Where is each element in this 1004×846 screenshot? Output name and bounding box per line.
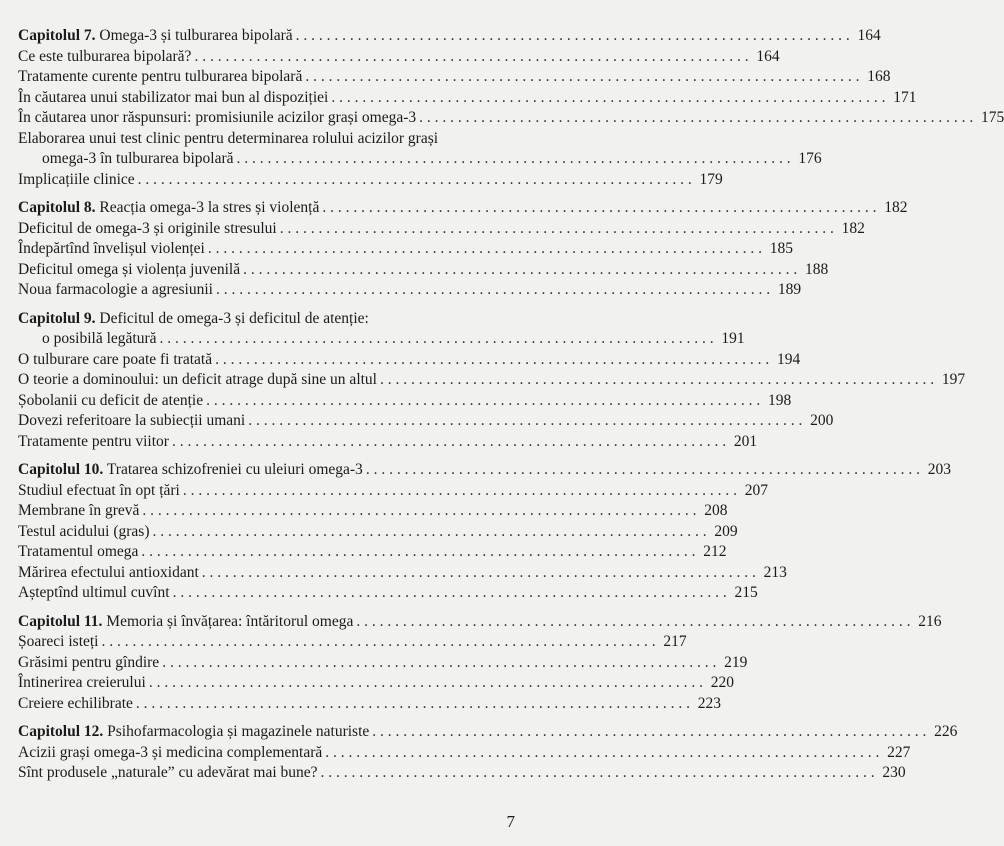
entry-title: Acizii grași omega-3 și medicina complementară	[18, 743, 323, 761]
chapter-heading	[18, 198, 908, 219]
dot-leader	[243, 260, 797, 281]
page-ref: 203	[927, 461, 951, 478]
chapter-title: Memoria și învățarea: întăritorul omega	[106, 612, 354, 630]
toc-entry	[18, 743, 911, 764]
toc-entry	[18, 149, 822, 170]
page-ref: 175	[981, 109, 1004, 126]
page-ref: 213	[763, 563, 787, 581]
dot-leader	[237, 149, 791, 170]
page-ref: 171	[893, 88, 917, 106]
chapter-8	[18, 198, 908, 301]
toc-entry	[18, 260, 829, 281]
dot-leader	[215, 350, 769, 371]
entry-title: Membrane în grevă	[18, 502, 140, 519]
dot-leader	[419, 108, 973, 129]
page-ref: 197	[941, 371, 966, 388]
page-ref: 189	[777, 281, 802, 298]
page-ref: 220	[710, 674, 734, 691]
entry-title: În căutarea unor răspunsuri: promisiunile acizilor grași omega-3	[18, 109, 417, 126]
page-ref: 198	[767, 391, 792, 409]
chapter-title: Omega-3 și tulburarea bipolară	[99, 27, 293, 44]
toc-entry	[18, 432, 758, 453]
chapter-label: Capitolul 11.	[18, 612, 103, 630]
toc-entry	[18, 542, 727, 563]
entry-title: Creiere echilibrate	[18, 694, 133, 712]
chapter-12	[18, 722, 958, 784]
dot-leader	[142, 501, 696, 522]
page-ref: 207	[744, 481, 768, 499]
entry-title-line1: Elaborarea unui test clinic pentru determinarea rolului acizilor grași	[18, 129, 439, 147]
dot-leader	[321, 763, 875, 784]
chapter-heading-line1	[18, 309, 518, 330]
dot-leader	[149, 673, 703, 694]
chapter-heading-line2	[18, 329, 745, 350]
chapter-9	[18, 309, 966, 453]
toc-entry	[18, 370, 966, 391]
chapter-title-line2: o posibilă legătură	[42, 330, 157, 347]
entry-title: Grăsimi pentru gîndire	[18, 653, 160, 671]
table-of-contents	[18, 26, 1004, 792]
dot-leader	[162, 653, 716, 674]
toc-entry	[18, 280, 802, 301]
dot-leader	[216, 280, 770, 301]
dot-leader	[356, 612, 910, 633]
entry-title: Mărirea efectului antioxidant	[18, 563, 199, 581]
entry-title: Implicațiile clinice	[18, 170, 135, 188]
entry-title: Întinerirea creierului	[18, 674, 146, 691]
dot-leader	[331, 88, 885, 109]
entry-title: O teorie a dominoului: un deficit atrage după sine un altul	[18, 371, 377, 388]
page-ref: 217	[663, 633, 687, 650]
entry-title: Șobolanii cu deficit de atenție	[18, 391, 204, 409]
chapter-label: Capitolul 7.	[18, 27, 96, 44]
entry-title: Deficitul de omega-3 și originile stresului	[18, 219, 277, 237]
toc-entry	[18, 563, 787, 584]
toc-entry	[18, 88, 917, 109]
chapter-10	[18, 460, 951, 604]
page-ref: 223	[697, 694, 722, 712]
page-number: 7	[506, 812, 515, 831]
toc-entry	[18, 522, 738, 543]
chapter-heading	[18, 612, 942, 633]
chapter-title-line1: Deficitul de omega-3 și deficitul de atenție:	[99, 309, 369, 327]
dot-leader	[172, 432, 726, 453]
chapter-label: Capitolul 8.	[18, 199, 96, 216]
toc-entry	[18, 239, 793, 260]
entry-title: Studiul efectuat în opt țări	[18, 481, 180, 499]
entry-title-line2: omega-3 în tulburarea bipolară	[42, 150, 234, 167]
page-ref: 194	[776, 350, 801, 368]
chapter-label: Capitolul 9.	[18, 309, 96, 327]
dot-leader	[322, 198, 876, 219]
page-ref: 215	[734, 584, 758, 601]
entry-title: Tratamente curente pentru tulburarea bipolară	[18, 68, 303, 85]
dot-leader	[280, 219, 834, 240]
page-ref: 176	[798, 150, 822, 167]
page-ref: 209	[714, 522, 738, 540]
page-ref: 191	[721, 330, 745, 347]
toc-entry	[18, 632, 687, 653]
page-ref: 200	[810, 412, 834, 429]
chapter-7	[18, 26, 1004, 190]
dot-leader	[136, 694, 690, 715]
dot-leader	[296, 26, 850, 47]
dot-leader	[305, 67, 859, 88]
toc-entry	[18, 694, 722, 715]
entry-title: Testul acidului (gras)	[18, 522, 150, 540]
dot-leader	[102, 632, 656, 653]
chapter-label: Capitolul 10.	[18, 461, 104, 478]
dot-leader	[202, 563, 756, 584]
chapter-heading	[18, 460, 951, 481]
page-ref: 227	[887, 743, 911, 761]
toc-entry	[18, 653, 748, 674]
chapter-heading	[18, 722, 958, 743]
toc-entry	[18, 108, 1004, 129]
dot-leader	[372, 722, 926, 743]
entry-title: Așteptînd ultimul cuvînt	[18, 584, 170, 601]
toc-entry	[18, 481, 768, 502]
page-ref: 164	[756, 47, 780, 65]
chapter-11	[18, 612, 942, 715]
page-ref: 164	[857, 27, 881, 44]
page-ref: 201	[733, 432, 758, 450]
page-ref: 219	[724, 653, 748, 671]
entry-title: O tulburare care poate fi tratată	[18, 350, 213, 368]
page-ref: 182	[884, 199, 908, 216]
dot-leader	[248, 411, 802, 432]
page-ref: 226	[934, 723, 958, 740]
page-ref: 216	[918, 612, 942, 630]
toc-entry	[18, 391, 792, 412]
dot-leader	[206, 391, 760, 412]
chapter-heading	[18, 26, 881, 47]
entry-title: Ce este tulburarea bipolară?	[18, 47, 192, 65]
entry-title: În căutarea unui stabilizator mai bun al dispoziției	[18, 88, 329, 106]
dot-leader	[153, 522, 707, 543]
entry-title: Deficitul omega și violența juvenilă	[18, 260, 241, 278]
toc-entry	[18, 350, 801, 371]
dot-leader	[138, 170, 692, 191]
toc-entry	[18, 47, 780, 68]
entry-title: Tratamente pentru viitor	[18, 432, 169, 450]
chapter-title: Reacția omega-3 la stres și violență	[99, 199, 320, 216]
page-ref: 212	[703, 543, 727, 560]
toc-entry	[18, 411, 834, 432]
dot-leader	[194, 47, 748, 68]
toc-entry	[18, 583, 758, 604]
page-ref: 179	[699, 170, 723, 188]
toc-entry	[18, 763, 906, 784]
entry-title: Sînt produsele „naturale” cu adevărat mai bune?	[18, 764, 318, 781]
dot-leader	[325, 743, 879, 764]
entry-title: Îndepărtînd învelișul violenței	[18, 240, 205, 257]
toc-entry	[18, 501, 728, 522]
entry-title: Șoareci isteți	[18, 633, 99, 650]
entry-title: Noua farmacologie a agresiunii	[18, 281, 213, 298]
entry-title: Dovezi referitoare la subiecții umani	[18, 412, 246, 429]
page-ref: 185	[769, 240, 793, 257]
toc-entry	[18, 67, 891, 88]
page-ref: 182	[841, 219, 865, 237]
page-ref: 230	[882, 764, 906, 781]
entry-title: Tratamentul omega	[18, 543, 139, 560]
dot-leader	[366, 460, 920, 481]
page-ref: 168	[867, 68, 891, 85]
dot-leader	[141, 542, 695, 563]
page-ref: 188	[804, 260, 829, 278]
toc-entry	[18, 673, 734, 694]
page-ref: 208	[704, 502, 728, 519]
dot-leader	[160, 329, 714, 350]
chapter-title: Tratarea schizofreniei cu uleiuri omega-3	[106, 461, 363, 478]
dot-leader	[208, 239, 762, 260]
chapter-title: Psihofarmacologia și magazinele naturiste	[107, 723, 370, 740]
chapter-label: Capitolul 12.	[18, 723, 104, 740]
dot-leader	[183, 481, 737, 502]
toc-entry	[18, 170, 723, 191]
dot-leader	[173, 583, 727, 604]
toc-entry	[18, 219, 865, 240]
dot-leader	[380, 370, 934, 391]
